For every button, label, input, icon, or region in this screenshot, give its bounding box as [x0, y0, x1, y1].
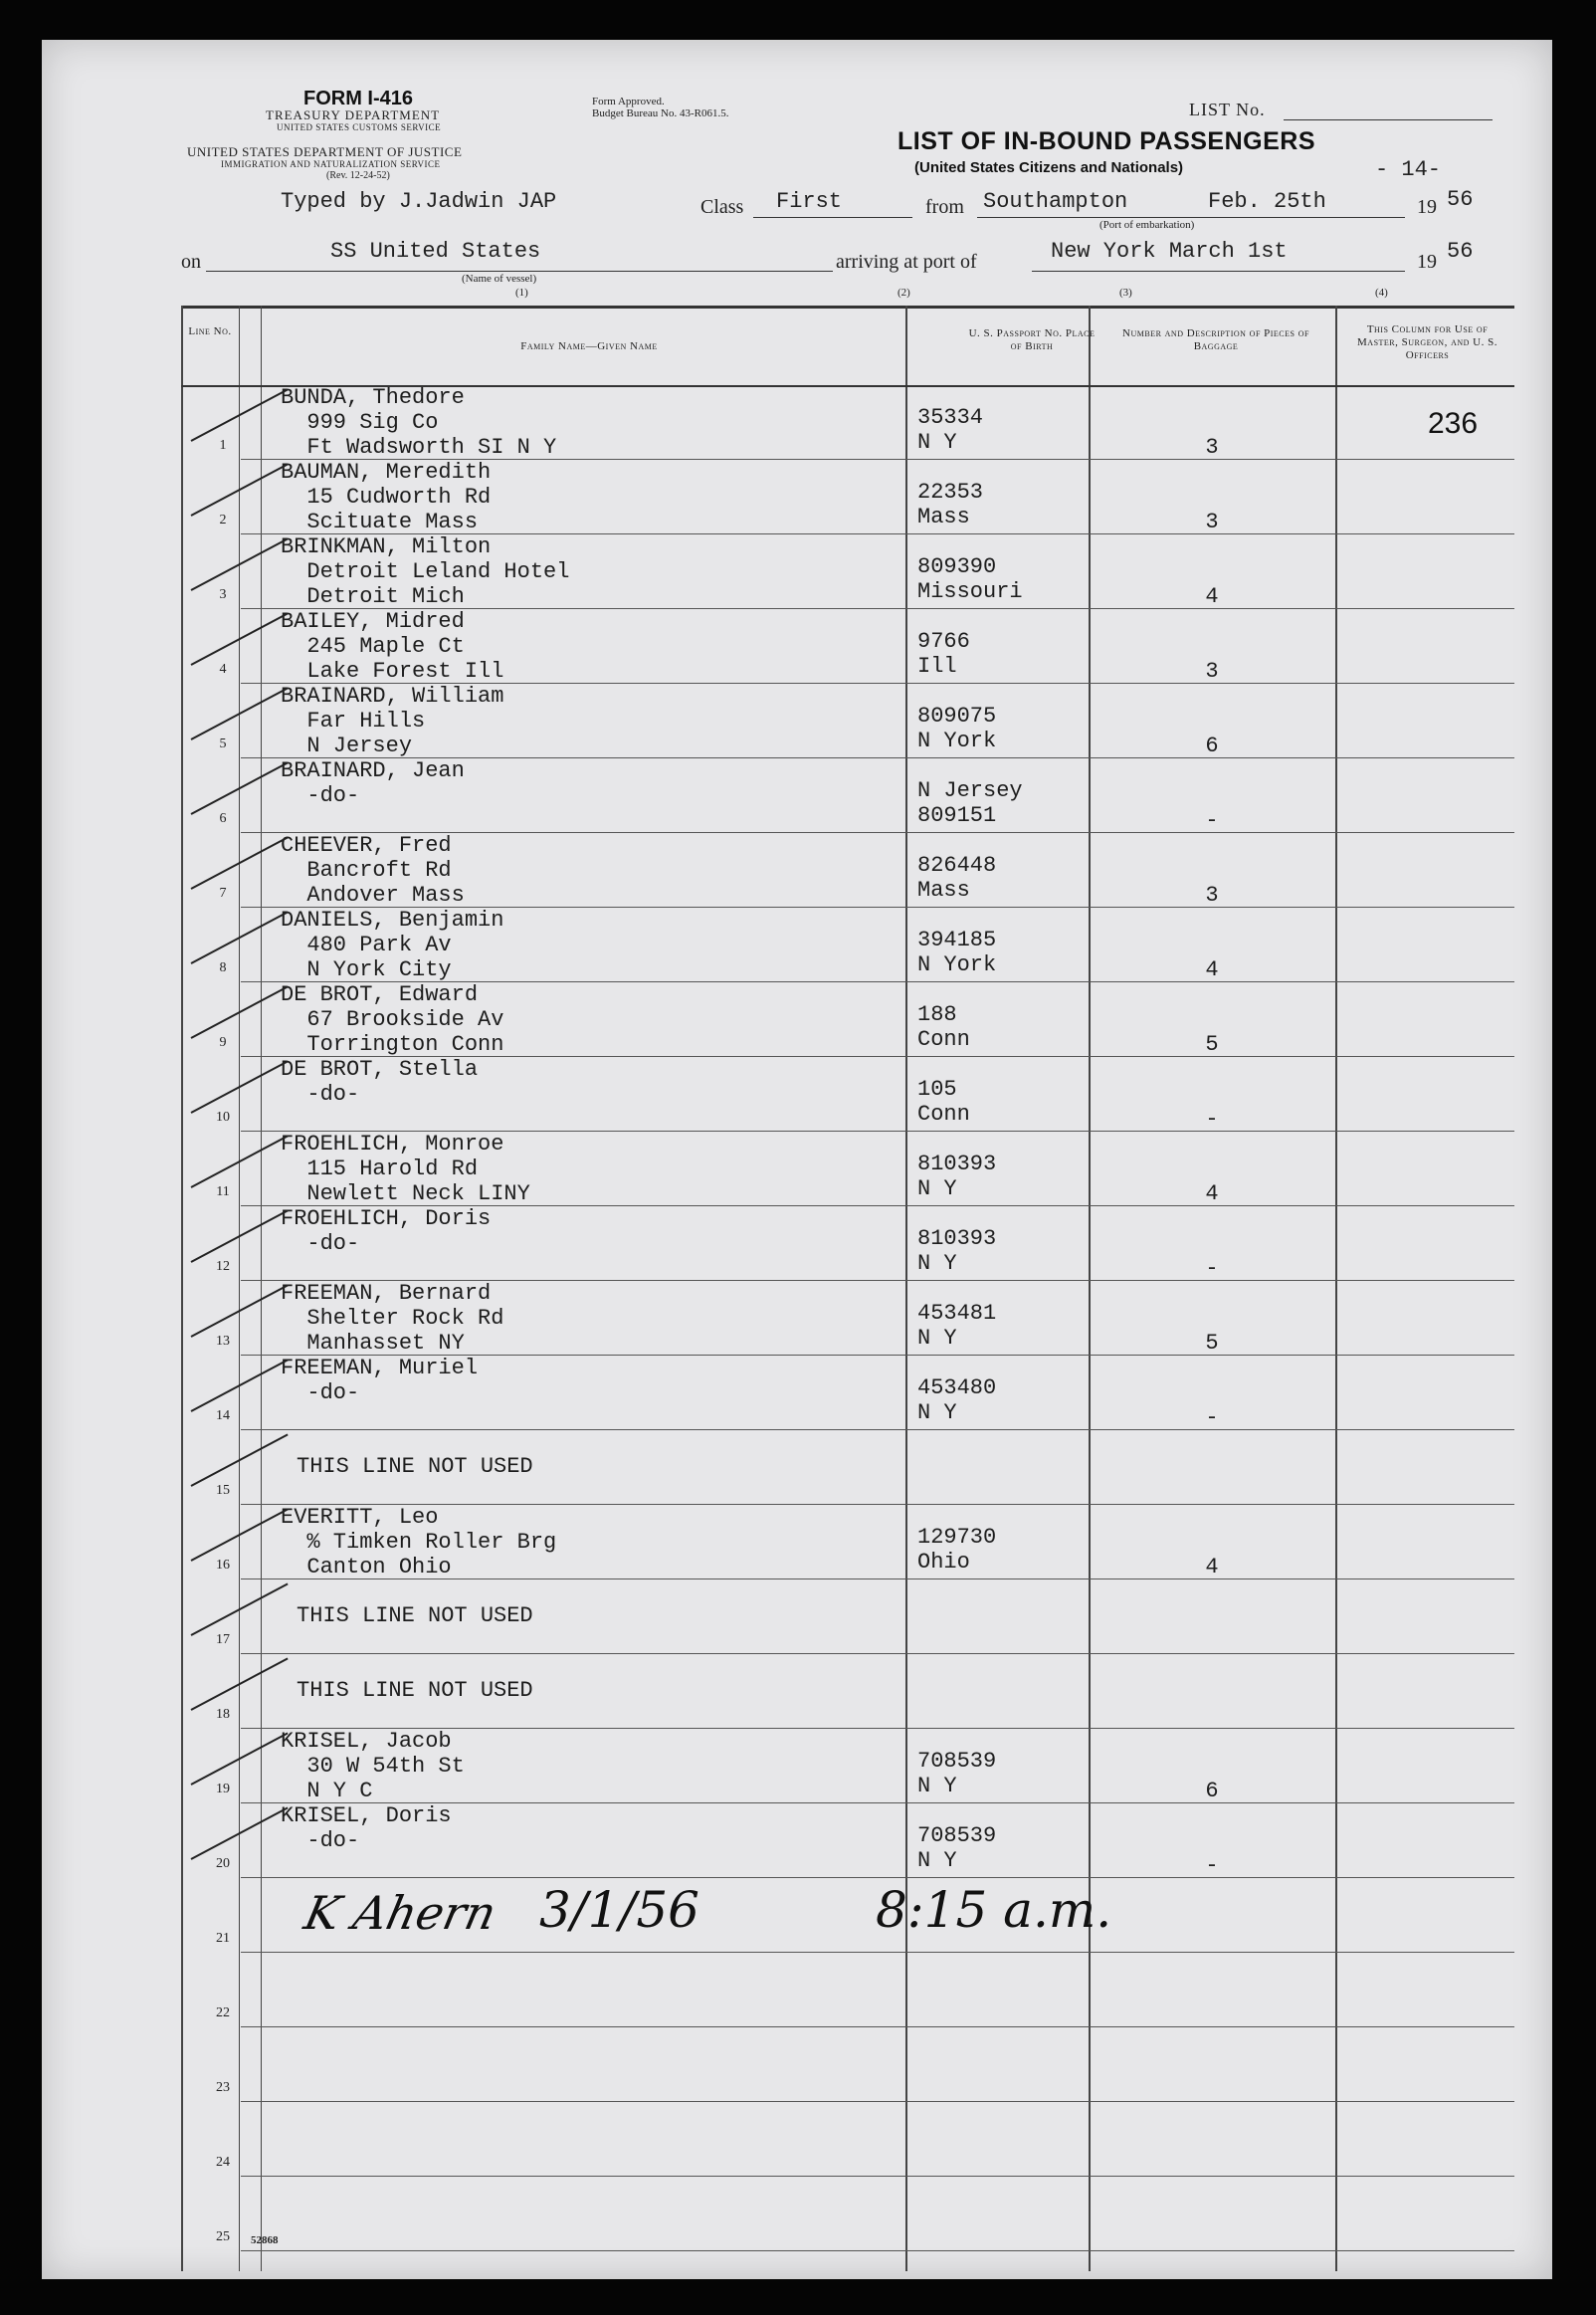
- table-row: [181, 758, 1514, 833]
- check-mark: [191, 1433, 289, 1486]
- line-number: 22: [216, 2005, 230, 2020]
- line-number: 6: [219, 811, 227, 826]
- table-row: [181, 982, 1514, 1057]
- header-line-no: Line No.: [188, 325, 232, 337]
- passenger-name: BRAINARD, Jean -do-: [281, 758, 465, 808]
- check-mark: [191, 388, 289, 441]
- passenger-name: BUNDA, Thedore 999 Sig Co Ft Wadsworth SI N Y: [281, 385, 557, 460]
- immigration-service: IMMIGRATION AND NATURALIZATION SERVICE: [221, 159, 441, 169]
- header-baggage: Number and Description of Pieces of Baggage: [1122, 327, 1309, 352]
- table-row: [181, 1654, 1514, 1729]
- header-officers: This Column for Use of Master, Surgeon, and U. S. Officers: [1357, 323, 1497, 361]
- table-row: [181, 2102, 1514, 2177]
- line-number: 3: [219, 587, 227, 602]
- from-label: from: [925, 196, 964, 218]
- baggage-count: 4: [1205, 1555, 1219, 1579]
- passport-birthplace: 453480 N Y: [917, 1375, 997, 1425]
- baggage-count: -: [1205, 1256, 1219, 1281]
- class-line: [753, 217, 912, 218]
- line-number: 24: [216, 2155, 230, 2170]
- list-no-line: [1284, 119, 1493, 120]
- table-row: [181, 1729, 1514, 1803]
- check-mark: [191, 761, 289, 814]
- col2-number: (2): [898, 287, 910, 299]
- line-number: 12: [216, 1259, 230, 1274]
- baggage-count: 3: [1205, 510, 1219, 534]
- line-number: 17: [216, 1632, 230, 1647]
- passenger-name: DANIELS, Benjamin 480 Park Av N York City: [281, 908, 504, 982]
- passenger-name: FROEHLICH, Monroe 115 Harold Rd Newlett Neck LINY: [281, 1132, 530, 1206]
- passport-birthplace: 708539 N Y: [917, 1823, 997, 1873]
- table-row: [181, 1803, 1514, 1878]
- table-row: [181, 1281, 1514, 1356]
- baggage-count: 6: [1205, 1779, 1219, 1803]
- table-row: [181, 534, 1514, 609]
- class-value: First: [776, 189, 843, 214]
- baggage-count: 4: [1205, 957, 1219, 982]
- line-number: 19: [216, 1782, 230, 1796]
- check-mark: [191, 985, 289, 1038]
- line-number: 2: [219, 513, 227, 527]
- on-label: on: [181, 251, 201, 273]
- vessel-name: SS United States: [330, 239, 541, 264]
- table-row: [181, 1057, 1514, 1132]
- baggage-count: 5: [1205, 1331, 1219, 1356]
- year-1: 56: [1447, 187, 1474, 212]
- footer-code: 52868: [251, 2234, 279, 2246]
- line-number: 16: [216, 1558, 230, 1573]
- vessel-line: [206, 271, 833, 272]
- form-title: LIST OF IN-BOUND PASSENGERS: [898, 127, 1316, 155]
- passenger-name: DE BROT, Stella -do-: [281, 1057, 479, 1107]
- check-mark: [191, 1135, 289, 1187]
- line-number: 21: [216, 1931, 230, 1946]
- passenger-name: DE BROT, Edward 67 Brookside Av Torrington Conn: [281, 982, 504, 1057]
- check-mark: [191, 1806, 289, 1859]
- passport-birthplace: 809390 Missouri: [917, 554, 1023, 604]
- table-row: [181, 1132, 1514, 1206]
- passport-birthplace: 809075 N York: [917, 704, 997, 753]
- justice-dept: UNITED STATES DEPARTMENT OF JUSTICE: [187, 144, 463, 159]
- form-paper: [42, 40, 1552, 2279]
- line-number: 23: [216, 2080, 230, 2095]
- arriving-label: arriving at port of: [836, 251, 977, 273]
- passport-birthplace: N Jersey 809151: [917, 778, 1023, 828]
- line-number: 7: [219, 886, 227, 901]
- passenger-name: CHEEVER, Fred Bancroft Rd Andover Mass: [281, 833, 465, 908]
- handwritten-signature: K Ahern: [299, 1886, 501, 1940]
- table-row: [181, 1505, 1514, 1579]
- line-number: 18: [216, 1707, 230, 1722]
- passenger-name: THIS LINE NOT USED: [297, 1678, 533, 1703]
- col1-number: (1): [515, 287, 528, 299]
- table-row: [181, 1356, 1514, 1430]
- departure-date: Feb. 25th: [1208, 189, 1326, 214]
- table-row: [181, 684, 1514, 758]
- baggage-count: 3: [1205, 659, 1219, 684]
- line-number: 14: [216, 1408, 230, 1423]
- check-mark: [191, 687, 289, 739]
- table-row: [181, 2177, 1514, 2251]
- class-label: Class: [700, 196, 744, 218]
- check-mark: [191, 1657, 289, 1710]
- baggage-count: 6: [1205, 734, 1219, 758]
- baggage-count: 5: [1205, 1032, 1219, 1057]
- passenger-name: BRINKMAN, Milton Detroit Leland Hotel Detroit Mich: [281, 534, 570, 609]
- col3-number: (3): [1119, 287, 1132, 299]
- baggage-count: -: [1205, 808, 1219, 833]
- passport-birthplace: 810393 N Y: [917, 1152, 997, 1201]
- check-mark: [191, 1732, 289, 1785]
- form-subtitle: (United States Citizens and Nationals): [914, 159, 1184, 176]
- check-mark: [191, 1359, 289, 1411]
- passport-birthplace: 708539 N Y: [917, 1749, 997, 1798]
- passport-birthplace: 394185 N York: [917, 928, 997, 977]
- form-id: FORM I-416: [303, 88, 414, 109]
- check-mark: [191, 1284, 289, 1337]
- passenger-name: THIS LINE NOT USED: [297, 1454, 533, 1479]
- passenger-name: KRISEL, Doris -do-: [281, 1803, 452, 1853]
- line-number: 4: [219, 662, 227, 677]
- check-mark: [191, 537, 289, 590]
- check-mark: [191, 612, 289, 665]
- passenger-name: THIS LINE NOT USED: [297, 1603, 533, 1628]
- table-top-border: [181, 306, 1514, 309]
- table-row: [181, 833, 1514, 908]
- form-approved: Form Approved.: [592, 96, 665, 107]
- table-row: [181, 1206, 1514, 1281]
- passenger-name: BAUMAN, Meredith 15 Cudworth Rd Scituate Mass: [281, 460, 492, 534]
- table-row: [181, 2027, 1514, 2102]
- from-line: [977, 217, 1405, 218]
- passport-birthplace: 22353 Mass: [917, 480, 984, 529]
- check-mark: [191, 1209, 289, 1262]
- baggage-count: -: [1205, 1405, 1219, 1430]
- line-number: 15: [216, 1483, 230, 1498]
- table-row: [181, 1953, 1514, 2027]
- check-mark: [191, 911, 289, 963]
- passenger-name: BRAINARD, William Far Hills N Jersey: [281, 684, 504, 758]
- table-row: [181, 1579, 1514, 1654]
- check-mark: [191, 463, 289, 516]
- line-number: 5: [219, 737, 227, 751]
- customs-service: UNITED STATES CUSTOMS SERVICE: [277, 122, 442, 132]
- baggage-count: 3: [1205, 435, 1219, 460]
- line-number: 13: [216, 1334, 230, 1349]
- check-mark: [191, 1582, 289, 1635]
- baggage-count: -: [1205, 1853, 1219, 1878]
- line-number: 11: [216, 1184, 230, 1199]
- handwritten-date: 3/1/56: [539, 1881, 699, 1939]
- passenger-name: BAILEY, Midred 245 Maple Ct Lake Forest Ill: [281, 609, 504, 684]
- arrival-port: New York March 1st: [1051, 239, 1288, 264]
- passport-birthplace: 105 Conn: [917, 1077, 970, 1127]
- passport-birthplace: 188 Conn: [917, 1002, 970, 1052]
- passport-birthplace: 129730 Ohio: [917, 1525, 997, 1575]
- baggage-count: 3: [1205, 883, 1219, 908]
- header-passport: U. S. Passport No. Place of Birth: [968, 327, 1096, 352]
- handwritten-time: 8:15 a.m.: [876, 1881, 1112, 1939]
- line-number: 20: [216, 1856, 230, 1871]
- page-number: - 14-: [1375, 157, 1442, 182]
- port-embark-caption: (Port of embarkation): [1099, 219, 1195, 231]
- line-number: 25: [216, 2229, 230, 2244]
- year-prefix-1: 19: [1417, 196, 1437, 218]
- passenger-name: FROEHLICH, Doris -do-: [281, 1206, 492, 1256]
- treasury-dept: TREASURY DEPARTMENT: [266, 107, 441, 122]
- baggage-count: 4: [1205, 1181, 1219, 1206]
- passenger-name: FREEMAN, Bernard Shelter Rock Rd Manhasset NY: [281, 1281, 504, 1356]
- check-mark: [191, 1060, 289, 1113]
- header-name: Family Name—Given Name: [520, 340, 658, 352]
- passport-birthplace: 9766 Ill: [917, 629, 970, 679]
- from-value: Southampton: [983, 189, 1128, 214]
- revision: (Rev. 12-24-52): [326, 170, 390, 181]
- year-prefix-2: 19: [1417, 251, 1437, 273]
- row-rule: [241, 2250, 1514, 2251]
- passport-birthplace: 826448 Mass: [917, 853, 997, 903]
- passenger-table: [181, 306, 1514, 2271]
- col4-number: (4): [1375, 287, 1388, 299]
- year-2: 56: [1447, 239, 1474, 264]
- passport-birthplace: 810393 N Y: [917, 1226, 997, 1276]
- baggage-count: 4: [1205, 584, 1219, 609]
- line-number: 9: [219, 1035, 227, 1050]
- table-row: [181, 908, 1514, 982]
- list-no-label: LIST No.: [1189, 100, 1266, 119]
- arrival-line: [1032, 271, 1405, 272]
- table-row: [181, 609, 1514, 684]
- line-number: 8: [219, 960, 227, 975]
- budget-bureau: Budget Bureau No. 43-R061.5.: [592, 107, 729, 119]
- passenger-name: KRISEL, Jacob 30 W 54th St N Y C: [281, 1729, 465, 1803]
- passport-birthplace: 453481 N Y: [917, 1301, 997, 1351]
- typed-by: Typed by J.Jadwin JAP: [281, 189, 557, 214]
- line-number: 10: [216, 1110, 230, 1125]
- check-mark: [191, 1508, 289, 1561]
- check-mark: [191, 836, 289, 889]
- passport-birthplace: 35334 N Y: [917, 405, 984, 455]
- table-row: [181, 385, 1514, 460]
- table-row: [181, 1430, 1514, 1505]
- table-row: [181, 460, 1514, 534]
- officer-note: 236: [1427, 407, 1479, 440]
- passenger-name: FREEMAN, Muriel -do-: [281, 1356, 479, 1405]
- baggage-count: -: [1205, 1107, 1219, 1132]
- passenger-name: EVERITT, Leo % Timken Roller Brg Canton Ohio: [281, 1505, 557, 1579]
- line-number: 1: [219, 438, 227, 453]
- vessel-caption: (Name of vessel): [462, 273, 537, 285]
